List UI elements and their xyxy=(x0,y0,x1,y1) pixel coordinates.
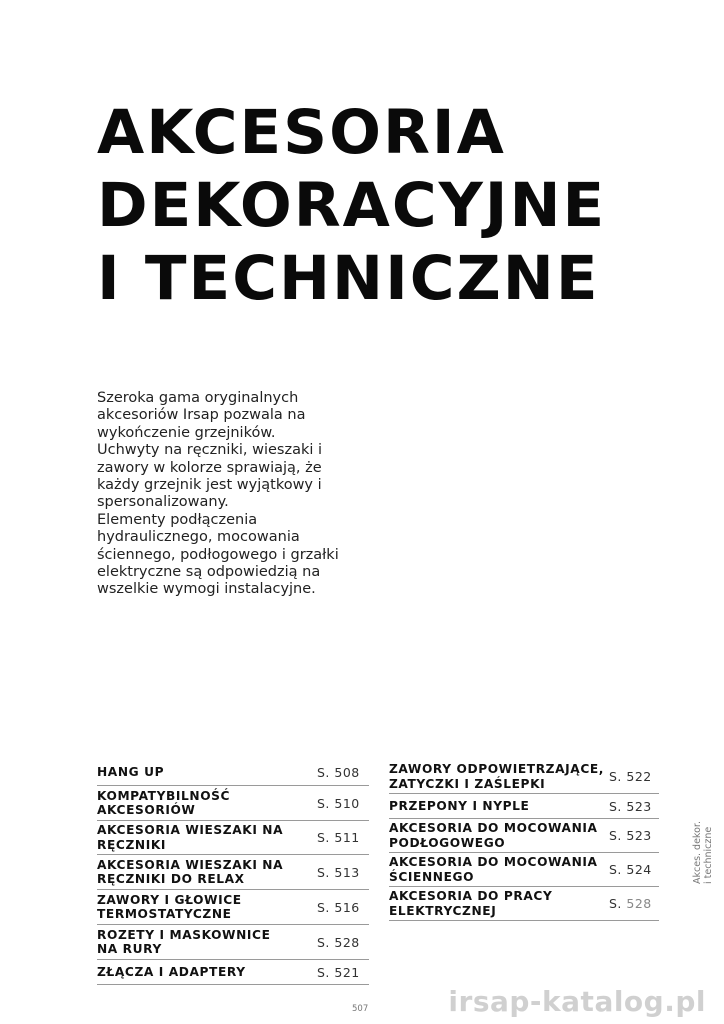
toc-item-name xyxy=(389,889,552,918)
toc-right-column xyxy=(389,760,659,921)
side-section-label xyxy=(692,804,718,884)
toc-item-name xyxy=(389,799,529,814)
toc-item-page: S. 524 xyxy=(609,862,652,877)
title-line: AKCESORIA xyxy=(97,97,506,168)
intro-line: wykończenie grzejników. xyxy=(97,424,276,441)
intro-line: zawory w kolorze sprawiają, że xyxy=(97,459,322,476)
toc-item-page-prefix: S. xyxy=(609,896,627,911)
toc-item-name-line: ELEKTRYCZNEJ xyxy=(389,903,497,918)
toc-item[interactable] xyxy=(97,890,369,925)
toc-left-column xyxy=(97,760,369,985)
toc-item-name-line: ŚCIENNEGO xyxy=(389,869,475,884)
toc-item-name-line: ROZETY I MASKOWNICE xyxy=(97,927,271,942)
toc-item[interactable] xyxy=(97,760,369,786)
intro-line: elektryczne są odpowiedzią na xyxy=(97,564,321,581)
intro-line: wszelkie wymogi instalacyjne. xyxy=(97,581,316,598)
toc-item-name xyxy=(389,821,598,850)
toc-item-page: S. 511 xyxy=(317,830,360,845)
toc-item-name xyxy=(389,855,598,884)
toc-item-page: S. 513 xyxy=(317,864,360,880)
toc-item-name xyxy=(97,823,283,852)
toc-item-name-line: AKCESORIA DO MOCOWANIA xyxy=(389,821,598,835)
toc-item-page: S. 528 xyxy=(317,934,360,950)
toc-item-page-number: 528 xyxy=(626,896,652,911)
toc-item[interactable] xyxy=(97,821,369,855)
toc-item-name-line: ZAWORY I GŁOWICE xyxy=(97,892,242,907)
page-number: 507 xyxy=(352,1004,369,1014)
intro-line: Elementy podłączenia xyxy=(97,511,258,528)
toc-item[interactable] xyxy=(389,794,659,819)
toc-item-name-line: RĘCZNIKI DO RELAX xyxy=(97,872,245,886)
intro-line: Szeroka gama oryginalnych xyxy=(97,390,299,406)
title-line: I TECHNICZNE xyxy=(97,243,600,314)
side-label-line: i techniczne xyxy=(703,826,714,884)
toc-item-name-line: AKCESORIA WIESZAKI NA xyxy=(97,823,284,837)
side-label-line: Akces. dekor. xyxy=(692,821,703,884)
watermark: irsap-katalog.pl xyxy=(448,985,706,1018)
toc-item-name-line: PODŁOGOWEGO xyxy=(389,835,506,850)
toc-item[interactable] xyxy=(389,819,659,853)
toc-item[interactable] xyxy=(97,855,369,890)
toc-item-name-line: AKCESORIA DO PRACY xyxy=(389,889,553,903)
toc-item-page xyxy=(609,896,659,911)
toc-item-page: S. 510 xyxy=(317,795,360,811)
toc-item-name-line: ZATYCZKI I ZAŚLEPKI xyxy=(389,776,546,791)
toc-item-page: S. 508 xyxy=(317,765,360,780)
toc-item-name xyxy=(97,893,242,922)
toc-item-name-line: RĘCZNIKI xyxy=(97,837,167,852)
toc-item-name xyxy=(97,765,164,780)
toc-item-name xyxy=(389,762,604,791)
toc-item-name-line: ZŁĄCZA I ADAPTERY xyxy=(97,964,246,979)
page-title xyxy=(97,96,606,315)
toc-item[interactable] xyxy=(97,925,369,960)
toc-item-page: S. 516 xyxy=(317,899,360,915)
intro-line: Uchwyty na ręczniki, wieszaki i xyxy=(97,442,323,459)
toc-item[interactable] xyxy=(389,887,659,921)
toc-item-name-line: HANG UP xyxy=(97,765,165,780)
title-line: DEKORACYJNE xyxy=(97,170,607,241)
intro-line: spersonalizowany. xyxy=(97,494,229,511)
intro-line: każdy grzejnik jest wyjątkowy i xyxy=(97,477,322,494)
toc-item-page: S. 522 xyxy=(609,769,652,784)
toc-item[interactable] xyxy=(389,760,659,794)
toc-item-name-line: KOMPATYBILNOŚĆ xyxy=(97,788,231,803)
toc-item-page: S. 523 xyxy=(609,828,652,843)
toc-item[interactable] xyxy=(389,853,659,887)
toc-item-name xyxy=(97,858,283,887)
toc-item-name-line: PRZEPONY I NYPLE xyxy=(389,798,530,813)
intro-paragraph xyxy=(97,390,357,599)
toc-item-name-line: AKCESORIA WIESZAKI NA xyxy=(97,857,284,872)
toc-item-page: S. 521 xyxy=(317,964,360,980)
toc-item[interactable] xyxy=(97,786,369,821)
toc-item-name xyxy=(97,789,230,818)
intro-line: ściennego, podłogowego i grzałki xyxy=(97,546,339,563)
toc-item[interactable] xyxy=(97,960,369,985)
toc-item-page: S. 523 xyxy=(609,798,652,814)
toc-item-name xyxy=(97,928,271,957)
intro-line: hydraulicznego, mocowania xyxy=(97,529,300,546)
toc-item-name-line: TERMOSTATYCZNE xyxy=(97,907,232,921)
toc-item-name-line: AKCESORIÓW xyxy=(97,803,196,817)
toc-item-name-line: ZAWORY ODPOWIETRZAJĄCE, xyxy=(389,762,605,776)
toc-item-name xyxy=(97,965,246,980)
toc-item-name-line: AKCESORIA DO MOCOWANIA xyxy=(389,855,598,869)
toc-item-name-line: NA RURY xyxy=(97,942,162,956)
intro-line: akcesoriów Irsap pozwala na xyxy=(97,407,306,424)
